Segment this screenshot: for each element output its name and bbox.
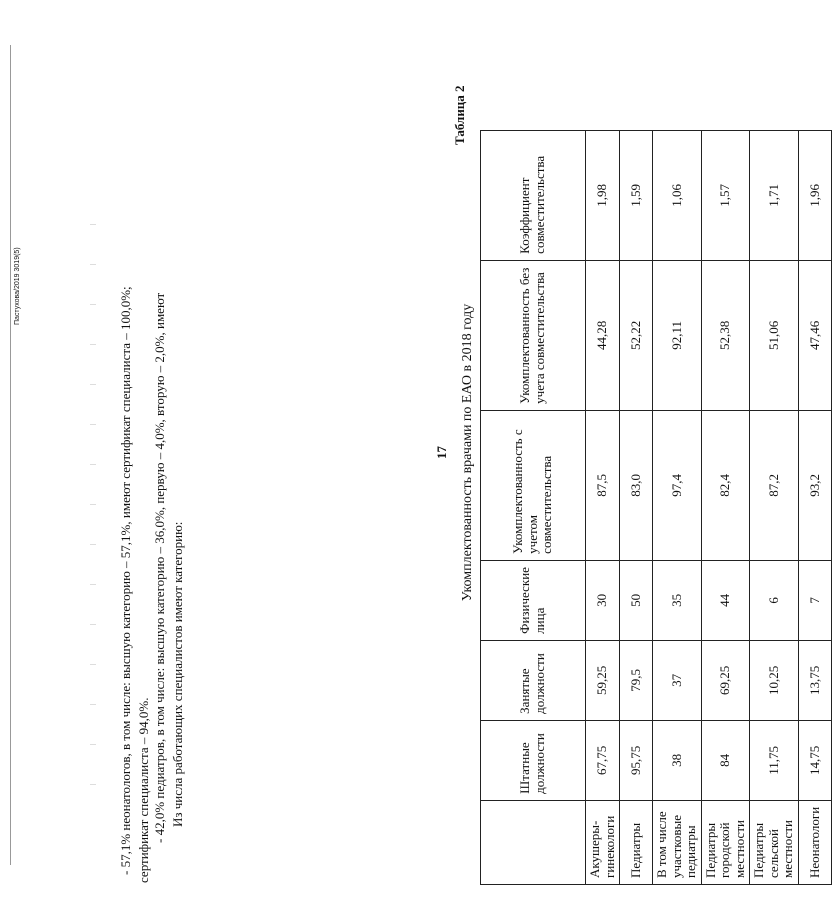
table-cell: 11,75 bbox=[750, 720, 799, 800]
table-cell: 35 bbox=[653, 560, 702, 640]
table-cell: 1,71 bbox=[750, 130, 799, 260]
table-cell: 50 bbox=[620, 560, 653, 640]
table-cell: 95,75 bbox=[620, 720, 653, 800]
table-cell: 1,06 bbox=[653, 130, 702, 260]
header-cell bbox=[481, 800, 586, 884]
table-cell: 6 bbox=[750, 560, 799, 640]
staffing-table bbox=[480, 130, 832, 885]
table-row bbox=[653, 130, 702, 884]
table-cell: 1,59 bbox=[620, 130, 653, 260]
scan-edge-line bbox=[10, 45, 11, 865]
header-cell: Укомплектованность с учетом совместительства bbox=[481, 410, 586, 560]
table-cell: 84 bbox=[701, 720, 750, 800]
header-cell: Занятые должности bbox=[481, 640, 586, 720]
table-cell: 30 bbox=[586, 560, 620, 640]
table-cell: 13,75 bbox=[799, 640, 832, 720]
table-cell: 1,98 bbox=[586, 130, 620, 260]
table-cell: 82,4 bbox=[701, 410, 750, 560]
table-cell: 10,25 bbox=[750, 640, 799, 720]
row-label: Неонатологи bbox=[799, 800, 832, 884]
table-row bbox=[799, 130, 832, 884]
header-cell: Физические лица bbox=[481, 560, 586, 640]
scan-noise bbox=[90, 185, 96, 785]
table-title: Укомплектованность врачами по ЕАО в 2018 году bbox=[460, 303, 475, 602]
row-label: В том числе участковые педиатры bbox=[653, 800, 702, 884]
header-cell: Коэффициент совместительства bbox=[481, 130, 586, 260]
table-cell: 92,11 bbox=[653, 260, 702, 410]
table-cell: 87,5 bbox=[586, 410, 620, 560]
table-cell: 67,75 bbox=[586, 720, 620, 800]
table-cell: 69,25 bbox=[701, 640, 750, 720]
table-row bbox=[586, 130, 620, 884]
row-label: Акушеры-гинекологи bbox=[586, 800, 620, 884]
table-cell: 1,96 bbox=[799, 130, 832, 260]
table-cell: 59,25 bbox=[586, 640, 620, 720]
pediatricians-paragraph-cont: сертификат специалиста – 94,0%. bbox=[136, 697, 151, 883]
category-intro: Из числа работающих специалистов имеют категорию: bbox=[170, 521, 185, 827]
header-cell: Укомплектованность без учета совместительства bbox=[481, 260, 586, 410]
pediatricians-paragraph: - 42,0% педиатров, в том числе: высшую категорию – 36,0%, первую – 4,0%, вторую – 2,0%, имеют bbox=[152, 292, 167, 843]
table-row bbox=[750, 130, 799, 884]
table-cell: 1,57 bbox=[701, 130, 750, 260]
table-cell: 52,38 bbox=[701, 260, 750, 410]
table-cell: 87,2 bbox=[750, 410, 799, 560]
row-label: Педиатры bbox=[620, 800, 653, 884]
table-cell: 79,5 bbox=[620, 640, 653, 720]
table-cell: 93,2 bbox=[799, 410, 832, 560]
header-cell: Штатные должности bbox=[481, 720, 586, 800]
table-cell: 7 bbox=[799, 560, 832, 640]
document-stamp: Пастухова/2019 3019(5) bbox=[14, 247, 21, 325]
table-cell: 14,75 bbox=[799, 720, 832, 800]
table-row bbox=[620, 130, 653, 884]
table-row bbox=[701, 130, 750, 884]
row-label: Педиатры городской местности bbox=[701, 800, 750, 884]
table-cell: 83,0 bbox=[620, 410, 653, 560]
table-cell: 51,06 bbox=[750, 260, 799, 410]
table-cell: 44 bbox=[701, 560, 750, 640]
row-label: Педиатры сельской местности bbox=[750, 800, 799, 884]
table-cell: 97,4 bbox=[653, 410, 702, 560]
table-cell: 47,46 bbox=[799, 260, 832, 410]
table-header-row bbox=[481, 130, 586, 884]
table-caption: Таблица 2 bbox=[452, 85, 467, 145]
table-cell: 52,22 bbox=[620, 260, 653, 410]
table-cell: 37 bbox=[653, 640, 702, 720]
neonatologists-paragraph: - 57,1% неонатологов, в том числе: высшую категорию – 57,1%, имеют сертификат специалиста – 100,0%; bbox=[118, 286, 133, 875]
table-cell: 44,28 bbox=[586, 260, 620, 410]
table-cell: 38 bbox=[653, 720, 702, 800]
page-number: 17 bbox=[434, 446, 449, 459]
